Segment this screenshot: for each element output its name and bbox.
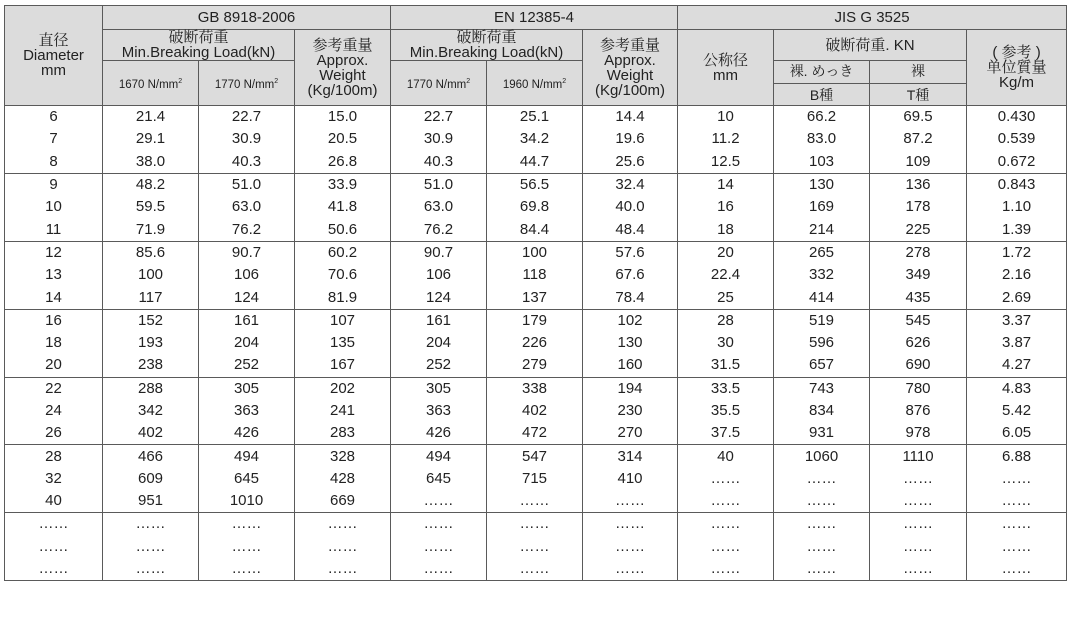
table-cell: 226 — [487, 332, 583, 354]
table-cell: 645 — [199, 468, 295, 490]
table-cell: …… — [199, 536, 295, 558]
table-cell: 84.4 — [487, 218, 583, 241]
table-row — [5, 513, 1067, 536]
table-cell: 167 — [295, 354, 391, 377]
table-cell: 349 — [870, 264, 967, 286]
table-cell: …… — [583, 536, 678, 558]
table-cell: 332 — [774, 264, 870, 286]
table-cell: 76.2 — [391, 218, 487, 241]
table-cell: 48.4 — [583, 218, 678, 241]
table-cell: 40 — [5, 490, 103, 513]
table-cell: 118 — [487, 264, 583, 286]
table-cell: 30 — [678, 332, 774, 354]
table-cell: …… — [199, 513, 295, 536]
table-row — [5, 354, 1067, 377]
table-cell: 596 — [774, 332, 870, 354]
table-cell: …… — [391, 490, 487, 513]
table-cell: 103 — [774, 151, 870, 174]
table-cell: 876 — [870, 400, 967, 422]
table-cell: 31.5 — [678, 354, 774, 377]
table-cell: 225 — [870, 218, 967, 241]
table-cell: 230 — [583, 400, 678, 422]
table-cell: …… — [967, 490, 1067, 513]
table-cell: 11.2 — [678, 128, 774, 150]
table-cell: 6 — [5, 106, 103, 129]
table-cell: 194 — [583, 377, 678, 400]
table-cell: 66.2 — [774, 106, 870, 129]
table-cell: 657 — [774, 354, 870, 377]
table-cell: 85.6 — [103, 241, 199, 264]
table-cell: …… — [103, 513, 199, 536]
table-cell: 328 — [295, 445, 391, 468]
table-cell: 117 — [103, 286, 199, 309]
table-cell: 288 — [103, 377, 199, 400]
table-cell: …… — [583, 490, 678, 513]
table-cell: 63.0 — [199, 196, 295, 218]
table-cell: 1.39 — [967, 218, 1067, 241]
table-cell: 14.4 — [583, 106, 678, 129]
table-cell: 32 — [5, 468, 103, 490]
table-cell: …… — [678, 468, 774, 490]
table-cell: 70.6 — [295, 264, 391, 286]
table-cell: …… — [774, 536, 870, 558]
table-cell: 81.9 — [295, 286, 391, 309]
table-cell: …… — [774, 558, 870, 581]
table-cell: …… — [870, 513, 967, 536]
table-cell: 136 — [870, 173, 967, 196]
table-cell: 519 — [774, 309, 870, 332]
table-cell: 100 — [487, 241, 583, 264]
table-cell: 51.0 — [199, 173, 295, 196]
jis-standard-header: JIS G 3525 — [678, 6, 1067, 30]
table-cell: 609 — [103, 468, 199, 490]
table-row — [5, 558, 1067, 581]
table-cell: 0.672 — [967, 151, 1067, 174]
table-cell: 59.5 — [103, 196, 199, 218]
table-cell: …… — [870, 468, 967, 490]
table-cell: …… — [295, 558, 391, 581]
table-cell: 37.5 — [678, 422, 774, 445]
table-cell: 20 — [678, 241, 774, 264]
table-cell: 87.2 — [870, 128, 967, 150]
table-cell: …… — [5, 558, 103, 581]
table-body — [5, 106, 1067, 581]
table-cell: 20.5 — [295, 128, 391, 150]
table-cell: …… — [967, 513, 1067, 536]
table-cell: 69.5 — [870, 106, 967, 129]
table-cell: …… — [967, 468, 1067, 490]
table-cell: 29.1 — [103, 128, 199, 150]
table-cell: 40.0 — [583, 196, 678, 218]
table-cell: 3.87 — [967, 332, 1067, 354]
table-cell: 18 — [678, 218, 774, 241]
table-cell: 26 — [5, 422, 103, 445]
table-cell: …… — [487, 490, 583, 513]
table-cell: 363 — [391, 400, 487, 422]
table-cell: 16 — [678, 196, 774, 218]
table-cell: 7 — [5, 128, 103, 150]
table-cell: 179 — [487, 309, 583, 332]
table-cell: 124 — [391, 286, 487, 309]
table-cell: 193 — [103, 332, 199, 354]
table-cell: …… — [583, 513, 678, 536]
table-row — [5, 536, 1067, 558]
table-cell: 40.3 — [199, 151, 295, 174]
jis-bare-header — [870, 61, 967, 106]
table-cell: 12.5 — [678, 151, 774, 174]
table-cell: 238 — [103, 354, 199, 377]
table-cell: 780 — [870, 377, 967, 400]
table-cell: 137 — [487, 286, 583, 309]
table-cell: …… — [487, 536, 583, 558]
table-cell: 13 — [5, 264, 103, 286]
table-cell: 90.7 — [391, 241, 487, 264]
table-cell: 2.69 — [967, 286, 1067, 309]
table-cell: 41.8 — [295, 196, 391, 218]
table-cell: 204 — [391, 332, 487, 354]
table-cell: 161 — [391, 309, 487, 332]
table-cell: 16 — [5, 309, 103, 332]
table-cell: 90.7 — [199, 241, 295, 264]
table-cell: 283 — [295, 422, 391, 445]
table-cell: 5.42 — [967, 400, 1067, 422]
table-cell: 28 — [678, 309, 774, 332]
table-row — [5, 309, 1067, 332]
table-cell: 0.430 — [967, 106, 1067, 129]
table-row — [5, 151, 1067, 174]
table-cell: 25.1 — [487, 106, 583, 129]
table-cell: 9 — [5, 173, 103, 196]
en-grade-1770-header: 1770 $N/mm^2$ — [391, 61, 487, 106]
table-cell: 40 — [678, 445, 774, 468]
table-cell: 426 — [391, 422, 487, 445]
table-cell: 338 — [487, 377, 583, 400]
table-row — [5, 422, 1067, 445]
gb-weight-header: 参考重量 Approx. Weight (Kg/100m) — [295, 30, 391, 106]
table-cell: 3.37 — [967, 309, 1067, 332]
table-cell: 545 — [870, 309, 967, 332]
table-cell: 26.8 — [295, 151, 391, 174]
table-cell: 78.4 — [583, 286, 678, 309]
table-cell: 12 — [5, 241, 103, 264]
table-cell: 124 — [199, 286, 295, 309]
gb-breaking-load-header: 破断荷重 Min.Breaking Load(kN) — [103, 30, 295, 61]
table-row — [5, 264, 1067, 286]
table-cell: 14 — [5, 286, 103, 309]
gb-grade-1770-header: 1770 $N/mm^2$ — [199, 61, 295, 106]
table-cell: 19.6 — [583, 128, 678, 150]
table-cell: 6.05 — [967, 422, 1067, 445]
table-cell: 1.10 — [967, 196, 1067, 218]
table-cell: 305 — [391, 377, 487, 400]
table-cell: …… — [678, 513, 774, 536]
table-cell: 6.88 — [967, 445, 1067, 468]
table-cell: 152 — [103, 309, 199, 332]
jis-type-b-label: B種 — [774, 83, 869, 103]
table-cell: 40.3 — [391, 151, 487, 174]
table-cell: 21.4 — [103, 106, 199, 129]
table-cell: 202 — [295, 377, 391, 400]
table-cell: 426 — [199, 422, 295, 445]
en-breaking-load-header: 破断荷重 Min.Breaking Load(kN) — [391, 30, 583, 61]
table-cell: 22.7 — [199, 106, 295, 129]
table-cell: 22.4 — [678, 264, 774, 286]
table-cell: 106 — [199, 264, 295, 286]
table-cell: 626 — [870, 332, 967, 354]
table-cell: 428 — [295, 468, 391, 490]
table-cell: 135 — [295, 332, 391, 354]
table-cell: 494 — [199, 445, 295, 468]
table-cell: 14 — [678, 173, 774, 196]
table-cell: 63.0 — [391, 196, 487, 218]
table-cell: 69.8 — [487, 196, 583, 218]
table-cell: 10 — [678, 106, 774, 129]
en-standard-header: EN 12385-4 — [391, 6, 678, 30]
table-cell: 109 — [870, 151, 967, 174]
table-cell: 402 — [487, 400, 583, 422]
jis-unit-weight-header: ( 参考 ) 单位質量 Kg/m — [967, 30, 1067, 106]
table-cell: …… — [103, 536, 199, 558]
table-cell: 314 — [583, 445, 678, 468]
table-cell: 56.5 — [487, 173, 583, 196]
table-cell: 214 — [774, 218, 870, 241]
jis-plated-header — [774, 61, 870, 106]
en-weight-header: 参考重量 Approx. Weight (Kg/100m) — [583, 30, 678, 106]
table-cell: 4.83 — [967, 377, 1067, 400]
table-cell: …… — [103, 558, 199, 581]
table-cell: 34.2 — [487, 128, 583, 150]
table-cell: …… — [774, 468, 870, 490]
table-cell: 1060 — [774, 445, 870, 468]
table-cell: 24 — [5, 400, 103, 422]
jis-type-t-label: T種 — [870, 83, 966, 103]
table-row — [5, 286, 1067, 309]
gb-grade-1670-header: 1670 $N/mm^2$ — [103, 61, 199, 106]
table-cell: …… — [391, 558, 487, 581]
jis-nominal-diameter-header: 公称径 mm — [678, 30, 774, 106]
table-cell: …… — [391, 536, 487, 558]
table-cell: 160 — [583, 354, 678, 377]
table-cell: 278 — [870, 241, 967, 264]
table-cell: 1110 — [870, 445, 967, 468]
jis-bare-label: 裸 — [911, 63, 926, 79]
table-cell: …… — [678, 558, 774, 581]
table-cell: …… — [967, 558, 1067, 581]
table-cell: 410 — [583, 468, 678, 490]
table-cell: 494 — [391, 445, 487, 468]
table-cell: …… — [774, 490, 870, 513]
table-cell: 28 — [5, 445, 103, 468]
table-cell: 71.9 — [103, 218, 199, 241]
table-cell: 645 — [391, 468, 487, 490]
table-cell: 178 — [870, 196, 967, 218]
table-cell: 472 — [487, 422, 583, 445]
table-row — [5, 106, 1067, 129]
table-cell: …… — [678, 490, 774, 513]
table-cell: …… — [487, 513, 583, 536]
table-cell: …… — [870, 490, 967, 513]
jis-plated-label: 裸. めっき — [789, 63, 854, 79]
table-cell: 102 — [583, 309, 678, 332]
table-row — [5, 332, 1067, 354]
table-cell: 22 — [5, 377, 103, 400]
table-cell: 8 — [5, 151, 103, 174]
table-cell: 106 — [391, 264, 487, 286]
table-cell: 252 — [391, 354, 487, 377]
table-cell: …… — [487, 558, 583, 581]
table-row — [5, 218, 1067, 241]
table-cell: 834 — [774, 400, 870, 422]
table-cell: 0.539 — [967, 128, 1067, 150]
table-cell: 715 — [487, 468, 583, 490]
table-cell: 951 — [103, 490, 199, 513]
table-cell: 57.6 — [583, 241, 678, 264]
table-cell: …… — [199, 558, 295, 581]
table-cell: 547 — [487, 445, 583, 468]
table-cell: 204 — [199, 332, 295, 354]
table-row — [5, 400, 1067, 422]
table-cell: 18 — [5, 332, 103, 354]
table-cell: 669 — [295, 490, 391, 513]
table-row — [5, 241, 1067, 264]
table-cell: …… — [870, 558, 967, 581]
table-cell: 305 — [199, 377, 295, 400]
table-cell: 0.843 — [967, 173, 1067, 196]
table-cell: 363 — [199, 400, 295, 422]
table-row — [5, 490, 1067, 513]
table-cell: …… — [295, 513, 391, 536]
table-cell: 402 — [103, 422, 199, 445]
table-cell: 743 — [774, 377, 870, 400]
table-cell: 60.2 — [295, 241, 391, 264]
table-cell: 51.0 — [391, 173, 487, 196]
table-cell: 466 — [103, 445, 199, 468]
table-cell: 25.6 — [583, 151, 678, 174]
table-cell: 978 — [870, 422, 967, 445]
table-cell: 48.2 — [103, 173, 199, 196]
table-row — [5, 128, 1067, 150]
table-cell: 279 — [487, 354, 583, 377]
table-cell: 50.6 — [295, 218, 391, 241]
table-cell: 76.2 — [199, 218, 295, 241]
table-cell: …… — [967, 536, 1067, 558]
table-cell: 342 — [103, 400, 199, 422]
table-cell: 169 — [774, 196, 870, 218]
table-cell: 25 — [678, 286, 774, 309]
table-cell: …… — [678, 536, 774, 558]
table-cell: 252 — [199, 354, 295, 377]
jis-breaking-load-header: 破断荷重. KN — [774, 30, 967, 61]
table-cell: 1.72 — [967, 241, 1067, 264]
table-header — [5, 6, 1067, 106]
table-cell: 1010 — [199, 490, 295, 513]
table-cell: …… — [295, 536, 391, 558]
table-cell: 10 — [5, 196, 103, 218]
table-cell: 22.7 — [391, 106, 487, 129]
table-cell: …… — [583, 558, 678, 581]
table-cell: …… — [391, 513, 487, 536]
table-row — [5, 196, 1067, 218]
table-cell: 931 — [774, 422, 870, 445]
table-cell: 130 — [583, 332, 678, 354]
table-cell: 435 — [870, 286, 967, 309]
table-cell: 67.6 — [583, 264, 678, 286]
table-cell: …… — [774, 513, 870, 536]
table-row — [5, 173, 1067, 196]
table-cell: 38.0 — [103, 151, 199, 174]
table-row — [5, 468, 1067, 490]
table-cell: 83.0 — [774, 128, 870, 150]
table-cell: 32.4 — [583, 173, 678, 196]
wire-rope-spec-table — [4, 5, 1067, 581]
table-cell: …… — [870, 536, 967, 558]
table-cell: 33.9 — [295, 173, 391, 196]
table-cell: …… — [5, 513, 103, 536]
table-cell: 2.16 — [967, 264, 1067, 286]
table-cell: …… — [5, 536, 103, 558]
table-cell: 690 — [870, 354, 967, 377]
table-cell: 270 — [583, 422, 678, 445]
table-cell: 414 — [774, 286, 870, 309]
table-row — [5, 445, 1067, 468]
table-cell: 11 — [5, 218, 103, 241]
table-cell: 265 — [774, 241, 870, 264]
table-cell: 4.27 — [967, 354, 1067, 377]
table-cell: 15.0 — [295, 106, 391, 129]
table-cell: 35.5 — [678, 400, 774, 422]
table-cell: 107 — [295, 309, 391, 332]
table-cell: 33.5 — [678, 377, 774, 400]
table-cell: 30.9 — [199, 128, 295, 150]
table-cell: 100 — [103, 264, 199, 286]
diameter-header: 直径 Diameter mm — [5, 6, 103, 106]
en-grade-1960-header: 1960 $N/mm^2$ — [487, 61, 583, 106]
table-cell: 20 — [5, 354, 103, 377]
gb-standard-header: GB 8918-2006 — [103, 6, 391, 30]
spec-table-wrapper — [4, 5, 1066, 581]
table-cell: 241 — [295, 400, 391, 422]
table-cell: 30.9 — [391, 128, 487, 150]
table-cell: 44.7 — [487, 151, 583, 174]
table-cell: 161 — [199, 309, 295, 332]
table-cell: 130 — [774, 173, 870, 196]
table-row — [5, 377, 1067, 400]
